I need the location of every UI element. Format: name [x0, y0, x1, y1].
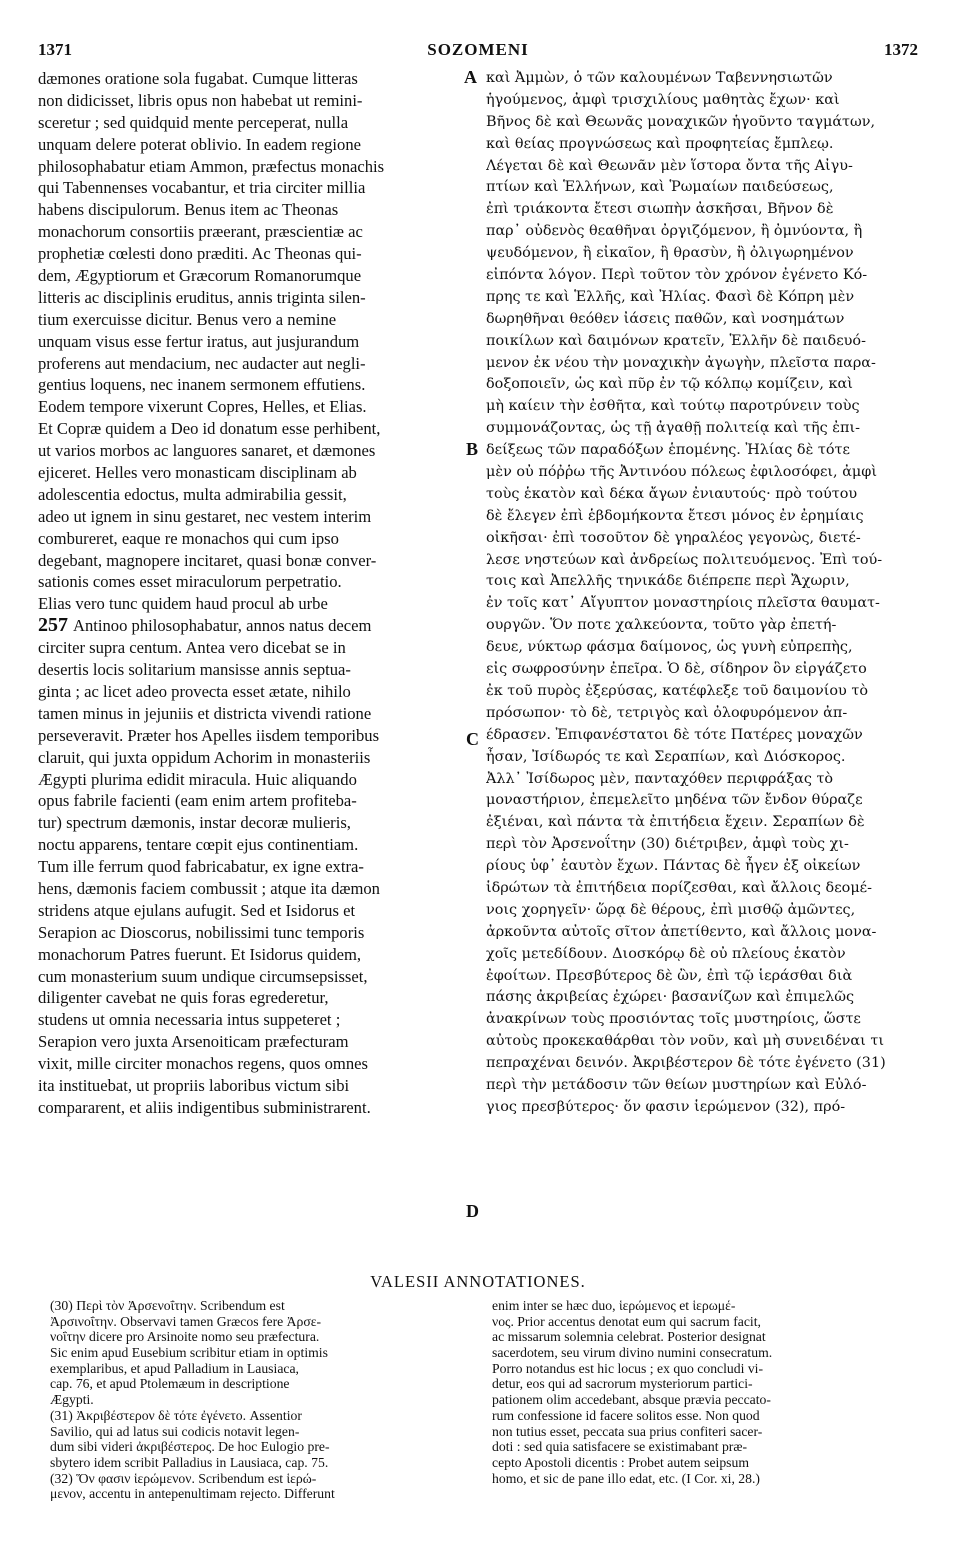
greek-text-line: ἀνακρίνων τοὺς προσιόντας τοῖς μυστηρίοις, ὥστε — [486, 1011, 861, 1028]
annotation-line: νος. Prior accentus denotat eum qui sacrum facit, — [492, 1313, 761, 1329]
section-marker-b: B — [466, 439, 479, 459]
annotation-line: detur, eos qui ad sacrorum mysteriorum partici- — [492, 1376, 753, 1392]
greek-text-line: δωρηθῆναι θεόθεν ἰάσεις παθῶν, καὶ νοσημάτων — [486, 310, 845, 327]
annotation-line: Porro notandus est hic locus ; ex quo concludi vi- — [492, 1360, 764, 1376]
greek-text-line: Λέγεται δὲ καὶ Θεωνᾶν μὲν ἵστορα ὄντα τῆς Αἰγυ- — [486, 157, 853, 174]
greek-text-line: περὶ τὴν μετάδοσιν τῶν θείων μυστηρίων καὶ Εὐλό- — [486, 1076, 867, 1093]
latin-text-line: Tum ille ferrum quod fabricabatur, ex igne extra- — [38, 857, 364, 877]
latin-text-line: non didicisset, libris opus non habebat ut remini- — [38, 90, 363, 110]
greek-text-line: μοναστήριον, ἐπεμελεῖτο μηδένα τῶν ἔνδον θύραζε — [486, 792, 863, 809]
annotation-line: exemplaribus, et apud Palladium in Lausiaca, — [50, 1360, 299, 1376]
greek-text-line: μὴ καίειν τὴν ἐσθῆτα, καὶ τούτῳ παροτρύνειν τοὺς — [486, 398, 860, 415]
greek-text-line: ἐξιέναι, καὶ πάντα τὰ ἐπιτήδεια ἔχειν. Σεραπίων δὲ — [486, 814, 865, 831]
annotation-line: Sic enim apud Eusebium scribitur etiam in optimis — [50, 1345, 328, 1361]
annotation-line: (31) Ἀκριβέστερον δὲ τότε ἐγένετο. Assentior — [50, 1407, 302, 1423]
greek-text-line: συμμονάζοντας, ὡς τῇ ἀγαθῇ πολιτείᾳ καὶ τῆς ἐπι- — [486, 420, 860, 437]
latin-text-line: adolescentia edoctus, multa admirabilia gessit, — [38, 484, 347, 504]
greek-text-line: ἦσαν, Ἰσίδωρός τε καὶ Σεραπίων, καὶ Διόσκορος. — [486, 748, 846, 765]
latin-text-line: adeo ut ignem in sinu gestaret, nec vestem interim — [38, 506, 372, 526]
latin-text-line: unquam visus esse fertur iratus, aut jusjurandum — [38, 331, 360, 351]
column-number: 257 — [38, 615, 68, 637]
annotation-line: (30) Περὶ τὸν Ἀρσενοΐτην. Scribendum est — [50, 1298, 285, 1313]
greek-text-line: καὶ Ἀμμὼν, ὁ τῶν καλουμένων Ταβεννησιωτῶν — [486, 70, 833, 86]
page-header — [38, 40, 918, 64]
annotation-line: doti : sed quia satisfacere se existimabant præ- — [492, 1439, 748, 1455]
greek-text-line: Βῆνος δὲ καὶ Θεωνᾶς μοναχικῶν ἡγοῦντο ταγμάτων, — [486, 113, 876, 130]
greek-text-line: δευε, νύκτωρ φάσμα δαίμονος, ὡς γυνὴ εὐπρεπὴς, — [486, 639, 853, 656]
annotation-line: Ægypti. — [50, 1392, 94, 1408]
greek-text-line: λεσε νηστεύων καὶ ἀνδρείως πολιτευόμενος. Ἐπὶ τού- — [486, 551, 883, 568]
greek-text-line: καὶ θείας προγνώσεως καὶ προφητείας ἔμπλεῳ. — [486, 135, 834, 152]
latin-text-line: combureret, eaque re monachos qui cum ipso — [38, 528, 339, 548]
greek-text-line: εἰπόντα λόγον. Περὶ τοῦτον τὸν χρόνον ἐγένετο Κό- — [486, 267, 868, 284]
latin-text-line — [38, 615, 470, 637]
greek-text-line: νοις χορηγεῖν· ὥρᾳ δὲ θέρους, ἐπὶ μισθῷ ἀμῶντες, — [486, 901, 856, 918]
greek-text-line: έδρασεν. Ἐπιφανέστατοι δὲ τότε Πατέρες μοναχῶν — [486, 726, 863, 743]
latin-text-line: monachorum Patres fuerunt. Et Isidorus quidem, — [38, 944, 362, 964]
greek-text-line: ἀρκοῦντα αὐτοῖς σῖτον ἀπετίθεντο, καὶ ἄλλοις μονα- — [486, 923, 877, 940]
greek-text-line: μενον ἐκ νέου τὴν μοναχικὴν ἀγωγὴν, πλεῖστα παρα- — [486, 354, 876, 371]
greek-text-line: τοις καὶ Ἀπελλῆς τηνικάδε διέπρεπε περὶ Ἄχωριν, — [486, 573, 850, 590]
latin-text-line: opus fabrile facienti (eam enim artem profiteba- — [38, 791, 357, 811]
annotation-line: homo, et sic de pane illo edat, etc. (I Cor. xi, 28.) — [492, 1470, 760, 1486]
latin-text-line: prophetiæ cœlesti dono præditi. Ac Theonas qui- — [38, 244, 362, 264]
latin-text-line: compararent, et aliis indigentibus subministrarent. — [38, 1097, 371, 1117]
greek-text-line: πάσης ἀκριβείας ἐχώρει· βασανίζων καὶ ἐπιμελῶς — [486, 989, 855, 1006]
greek-text-line: δείξεως τῶν παραδόξων ἑπομένης. Ἠλίας δὲ τότε — [486, 442, 850, 459]
greek-text-line: Ἀλλ᾽ Ἰσίδωρος μὲν, πανταχόθεν περιφράξας τὸ — [486, 770, 834, 787]
annotation-line: rum confessione id facere solitos esse. Non quod — [492, 1407, 760, 1423]
latin-text-line: philosophabatur etiam Ammon, præfectus monachis — [38, 156, 385, 176]
greek-text-line: τοὺς ἑκατὸν καὶ δέκα ἄγων ἐνιαυτούς· πρὸ τούτου — [486, 485, 858, 502]
greek-text-column — [486, 68, 910, 1119]
greek-text-line: ουργῶν. Ὅν ποτε χαλκεύοντα, τοῦτο γὰρ ἐπετή- — [486, 617, 837, 634]
greek-text-line: ἱδρώτων τὰ ἐπιτήδεια πορίζεσθαι, καὶ ἄλλοις δεομέ- — [486, 879, 872, 896]
right-page-number: 1372 — [884, 40, 918, 59]
greek-text-line: πρης τε καὶ Ἑλλῆς, καὶ Ἠλίας. Φασὶ δὲ Κόπρη μὲν — [486, 288, 855, 305]
annotation-line: ac missarum solemnia celebrat. Posterior designat — [492, 1329, 766, 1345]
annotation-line: dum sibi videri ἀκριβέστερος. De hoc Eulogio pre- — [50, 1439, 330, 1455]
greek-text-line: δοξοποιεῖν, ὡς καὶ πῦρ ἐν τῷ κόλπῳ κομίζειν, καὶ — [486, 376, 853, 393]
greek-text-line: μὲν οὐ πόῤῥω τῆς Ἀντινόου πόλεως ἐφιλοσόφει, ἀμφὶ — [486, 464, 877, 481]
latin-text-line: degebant, magnopere incitaret, quasi bonæ conver- — [38, 550, 377, 570]
annotation-line: νοΐτην dicere pro Arsinoite nomo seu præfectura. — [50, 1329, 320, 1345]
annotation-line: enim inter se hæc duo, ἱερώμενος et ἱερωμέ- — [492, 1298, 736, 1313]
greek-text-line: ἡγούμενος, ἀμφὶ τρισχιλίους μαθητὰς ἔχων· καὶ — [486, 91, 840, 108]
latin-text-line: ejiceret. Helles vero monasticam disciplinam ab — [38, 463, 357, 483]
latin-text-line: tur) spectrum dæmonis, instar decoræ mulieris, — [38, 813, 351, 833]
annotation-line: non tutius esset, peccata sua prius confiteri sacer- — [492, 1423, 763, 1439]
latin-text-line: Ægypti plurima edidit miracula. Huic aliquando — [38, 769, 357, 789]
annotation-line: pationem olim accedebant, absque prævia peccato- — [492, 1392, 771, 1408]
annotation-line: Ἀρσινοΐτην. Observavi tamen Græcos fere Ἀρσε- — [50, 1313, 322, 1329]
latin-text-line: sceretur ; sed quidquid mente perceperat, nulla — [38, 112, 349, 132]
section-marker-c: C — [466, 729, 479, 749]
annotation-line: (32) Ὅν φασιν ἱερώμενον. Scribendum est ἱερώ- — [50, 1470, 317, 1486]
latin-text-line: habens discipulorum. Benus item ac Theonas — [38, 200, 339, 220]
latin-text-column — [38, 68, 470, 1119]
text-line-content: Antinoo philosophabatur, annos natus decem — [73, 616, 372, 636]
latin-text-line: ginta ; ac licet adeo provecta esset ætate, nihilo — [38, 681, 351, 701]
greek-text-line: ψευδόμενον, ἢ εἰκαῖον, ἢ θρασὺν, ἢ ὀλιγωρημένον — [486, 245, 854, 262]
latin-text-line: studens ut omnia necessaria intus suppeteret ; — [38, 1010, 341, 1030]
latin-text-line: unquam delere poterat oblivio. In eadem regione — [38, 134, 361, 154]
latin-text-line: sationis comes esset miraculorum perpetratio. — [38, 572, 342, 592]
latin-text-line: gentius loquens, nec inanem sermonem effutiens. — [38, 375, 366, 395]
annotation-line: sbytero idem scribit Palladius in Lausiaca, cap. 75. — [50, 1454, 329, 1470]
latin-text-line: hens, dæmonis faciem combussit ; atque ita dæmon — [38, 878, 380, 898]
latin-text-line: diligenter cavebat ne quis foras egrederetur, — [38, 988, 329, 1008]
section-marker-d: D — [466, 1201, 479, 1221]
latin-text-line: Eodem tempore vixerunt Copres, Helles, et Elias. — [38, 397, 367, 417]
section-marker-a: A — [464, 67, 477, 87]
latin-text-line: vixit, mille circiter monachos regens, quos omnes — [38, 1054, 368, 1074]
latin-text-line: dem, Ægyptiorum et Græcorum Romanorumque — [38, 266, 362, 286]
greek-text-line: οἰκῆσαι· ἐπὶ τοσοῦτον δὲ γηραλέος γεγονὼς, διετέ- — [486, 529, 861, 546]
latin-text-line: qui Tabennenses vocabantur, et tria circiter millia — [38, 178, 366, 198]
greek-text-line: ἐκ τοῦ πυρὸς ἐξερύσας, κατέφλεξε τοῦ δαιμονίου τὸ — [486, 682, 868, 699]
running-title: SOZOMENI — [427, 40, 529, 59]
latin-text-line: noctu apparens, tentare cœpit ejus continentiam. — [38, 835, 359, 855]
greek-text-line: εἰς σωφροσύνην ἐπεῖρα. Ὁ δὲ, σίδηρον ὃν εἰργάζετο — [486, 661, 867, 678]
latin-text-line: proferens aut mendacium, nec audacter aut negli- — [38, 353, 366, 373]
annotation-line: sacerdotem, seu virum divino numini consecratum. — [492, 1345, 773, 1361]
greek-text-line: ἐφοίτων. Πρεσβύτερος δὲ ὢν, ἐπὶ τῷ ἱεράσθαι διὰ — [486, 967, 853, 984]
greek-text-line: πρόσωπον· τὸ δὲ, τετριγὸς καὶ ὀλοφυρόμενον ἀπ- — [486, 704, 848, 721]
latin-text-line: litteris ac disciplinis eruditus, annis triginta silen- — [38, 287, 366, 307]
latin-text-line: dæmones oratione sola fugabat. Cumque litteras — [38, 69, 358, 88]
latin-text-line: stridens atque ejulans aufugit. Sed et Isidorus et — [38, 900, 356, 920]
latin-text-line: claruit, qui juxta oppidum Achorim in monasteriis — [38, 747, 371, 767]
latin-text-line: desertis locis solitarium mansisse annis septua- — [38, 660, 351, 680]
greek-text-line: παρ᾽ οὐδενὸς θεαθῆναι ὀργιζόμενον, ἢ ὀμνύοντα, ἢ — [486, 223, 863, 240]
latin-text-line: cum monasterium suum undique circumsepsisset, — [38, 966, 368, 986]
latin-text-line: Serapion ac Dioscorus, nobilissimi tunc temporis — [38, 922, 365, 942]
greek-text-line: ἐν τοῖς κατ᾽ Αἴγυπτον μοναστηρίοις πλεῖστα θαυματ- — [486, 595, 880, 612]
annotations-heading: VALESII ANNOTATIONES. — [370, 1272, 586, 1291]
greek-text-line: ἐπὶ τριάκοντα ἔτεσι σιωπὴν ἀσκῆσαι, Βῆνον δὲ — [486, 201, 834, 218]
latin-text-line: ita instituebat, ut propriis laboribus victum sibi — [38, 1075, 350, 1095]
greek-text-line: δὲ ἔλεγεν ἐπὶ ἑβδομήκοντα ἔτεσι μόνος ἐν ἐρημίαις — [486, 507, 864, 524]
latin-text-line: Serapion vero juxta Arsenoiticam præfecturam — [38, 1032, 349, 1052]
latin-text-line: monachorum consortiis præerant, præscientiæ ac — [38, 222, 363, 242]
latin-text-line: ut varios morbos ac languores sanaret, et dæmones — [38, 441, 376, 461]
latin-text-line: tium exercuisse dicitur. Benus vero a nemine — [38, 309, 337, 329]
left-page-number: 1371 — [38, 40, 72, 59]
greek-text-line: χοῖς μετεδίδουν. Διοσκόρῳ δὲ οὐ πλείους ἑκατὸν — [486, 945, 846, 962]
annotation-line: Savilio, qui ad latus sui codicis notavit legen- — [50, 1423, 300, 1439]
greek-text-line: αὐτοὺς προκεκαθάρθαι τὸν νοῦν, καὶ μὴ συνειδέναι τι — [486, 1033, 884, 1050]
annotation-line: cepto Apostoli dicentis : Probet autem seipsum — [492, 1454, 749, 1470]
greek-text-line: πτίων καὶ Ἑλλήνων, καὶ Ῥωμαίων παιδεύσεως, — [486, 179, 834, 196]
greek-text-line: γιος πρεσβύτερος· ὅν φασιν ἱερώμενον (32), πρό- — [486, 1098, 846, 1115]
greek-text-line: ποικίλων καὶ δαιμόνων κρατεῖν, Ἑλλῆν δὲ παιδευό- — [486, 332, 866, 349]
latin-text-line: Elias vero tunc quidem haud procul ab urbe — [38, 594, 328, 614]
latin-text-line: perseveravit. Præter hos Apelles iisdem temporibus — [38, 725, 380, 745]
latin-text-line: circiter supra centum. Antea vero dicebat se in — [38, 638, 346, 658]
latin-text-line: Et Copræ quidem a Deo id donatum esse perhibent, — [38, 419, 381, 439]
greek-text-line: πεπραχέναι δεινόν. Ἀκριβέστερον δὲ τότε ἐγένετο (31) — [486, 1055, 886, 1072]
greek-text-line: περὶ τὸν Ἀρσενοΐτην (30) διέτριβεν, ἀμφὶ τοὺς χι- — [486, 836, 849, 853]
annotation-line: cap. 76, et apud Ptolemæum in descriptione — [50, 1376, 290, 1392]
latin-text-line: tamen minus in jejuniis et districta vivendi ratione — [38, 703, 372, 723]
notes-right-column — [492, 1298, 912, 1486]
notes-left-column — [50, 1298, 470, 1502]
greek-text-line: ρίους ὑφ᾽ ἑαυτὸν ἔχων. Πάντας δὲ ἦγεν ἐξ οἰκείων — [486, 858, 861, 875]
annotation-line: μενον, accentu in antepenultimam rejecto. Differunt — [50, 1486, 335, 1502]
